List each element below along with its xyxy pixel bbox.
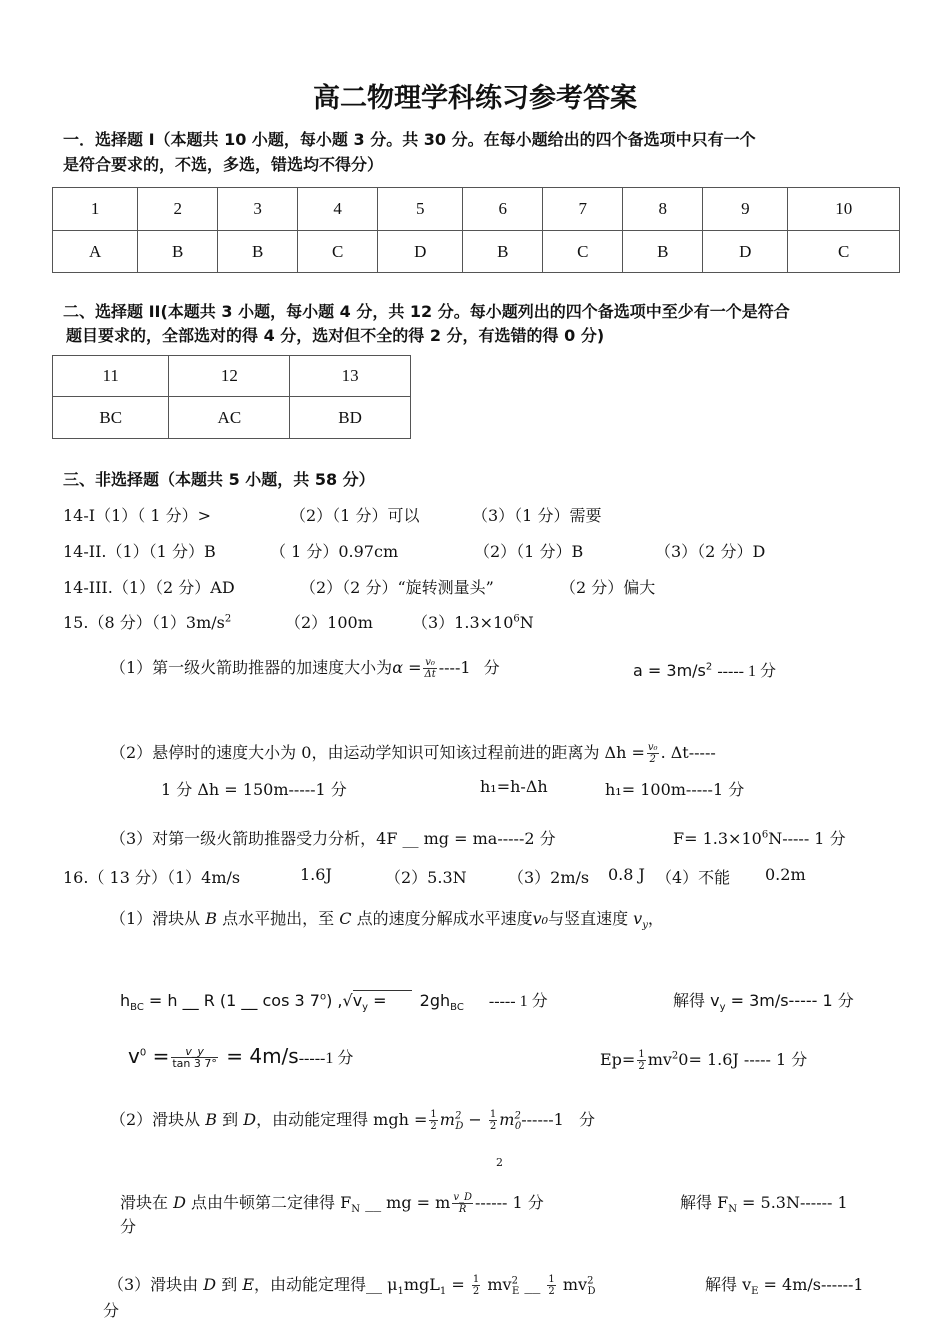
answer-cell: B bbox=[218, 231, 298, 273]
fraction: $\frac{1}{2}$ bbox=[489, 1109, 497, 1132]
fraction: $\frac{1}{2}$ bbox=[638, 1049, 645, 1072]
fraction: $\frac{1}{2}$ bbox=[472, 1274, 480, 1297]
q16-ve-result: 解得 $v_E = 4m/s------1$ bbox=[705, 1275, 864, 1298]
question-number-cell: 13 bbox=[290, 356, 411, 397]
q14-3-part2: （2）（2 分）“旋转测量头” bbox=[300, 578, 494, 597]
q16-step3: （3）滑块由 D 到 E，由动能定理得__ $\mu_1mgL_1$ = $\frac{1}{2}$ $mv^2_E$ __ $\frac{1}{2}$ $mv^2_D$ bbox=[108, 1274, 596, 1298]
answer-cell: A bbox=[53, 231, 138, 273]
page-title: 高二物理学科练习参考答案 bbox=[313, 83, 637, 114]
q14-1-part3: （3）（1 分）需要 bbox=[472, 506, 602, 525]
q14-1-part2: （2）（1 分）可以 bbox=[290, 506, 420, 525]
q14-2-part1: 14-II.（1）（1 分）B bbox=[63, 542, 216, 561]
answer-cell: D bbox=[703, 231, 788, 273]
q16-vy-result: 解得 $v_y = 3m/s-----$ 1 分 bbox=[673, 991, 854, 1014]
q15-step3: （3）对第一级火箭助推器受力分析，4F __ mg = ma-----2 分 bbox=[110, 829, 556, 848]
question-number-cell: 3 bbox=[218, 188, 298, 231]
q16-equation-v0: $v^0$ = $\frac{v\_y}{\tan 3 7^\circ}$ = 4m/s-----1 分 bbox=[128, 1044, 354, 1070]
question-number-cell: 8 bbox=[623, 188, 703, 231]
answer-cell: C bbox=[298, 231, 378, 273]
question-number-cell: 6 bbox=[463, 188, 543, 231]
q14-2-part4: （3）（2 分）D bbox=[655, 542, 766, 561]
q16-step1: （1）滑块从 B 点水平抛出，至 C 点的速度分解成水平速度v₀与竖直速度 $v_y$， bbox=[110, 909, 664, 932]
answer-cell: B bbox=[623, 231, 703, 273]
section1-heading-line2: 是符合要求的，不选，多选，错选均不得分） bbox=[63, 155, 384, 174]
q15-summary-part2: （2）100m bbox=[285, 613, 373, 632]
answer-cell: B bbox=[138, 231, 218, 273]
q16-fn-result-unit: 分 bbox=[120, 1217, 137, 1236]
q14-3-part3: （2 分）偏大 bbox=[560, 578, 656, 597]
answer-cell: D bbox=[378, 231, 463, 273]
q15-step2: （2）悬停时的速度大小为 0，由运动学知识可知该过程前进的距离为 Δh = $\frac{\text{v₀}}{2}$ . Δt----- bbox=[110, 742, 716, 765]
fraction: $\frac{1}{2}$ bbox=[430, 1109, 437, 1132]
q15-summary-part3: $(3)1.3\times 10^6N$ bbox=[412, 613, 534, 632]
answer-cell: C bbox=[543, 231, 623, 273]
table-row bbox=[53, 397, 411, 439]
q15-step1-result: $a = 3m/s^2$ ----- 1 分 bbox=[633, 661, 776, 680]
section3-heading: 三、非选择题（本题共 5 小题，共 58 分） bbox=[63, 470, 375, 489]
q14-3-part1: 14-III.（1）（2 分）AD bbox=[63, 578, 235, 597]
q16-equation-h-bc: $h_{BC} = h$ __ R (1 __ cos 3 7$^o$) $,√v_y = 2gh_{BC}$ ----- 1 分 bbox=[120, 991, 548, 1014]
question-number-cell: 2 bbox=[138, 188, 218, 231]
table-row bbox=[53, 231, 900, 273]
question-number-cell: 5 bbox=[378, 188, 463, 231]
question-number-cell: 11 bbox=[53, 356, 169, 397]
answer-cell: B bbox=[463, 231, 543, 273]
q15-step1: （1）第一级火箭助推器的加速度大小为α = $\frac{\text{v₀}}{\Delta t}$ ----1 分 bbox=[110, 657, 500, 680]
answer-cell: BC bbox=[53, 397, 169, 439]
q16-fn-result: 解得 $F_N = 5.3N------$ 1 bbox=[680, 1193, 848, 1216]
question-number-cell: 4 bbox=[298, 188, 378, 231]
q16-step2-newton: 滑块在 D 点由牛顿第二定律得 $F_N$ __ mg = m $\frac{v\_D}{R}$ ------ 1 分 bbox=[120, 1192, 544, 1216]
q16-summary-part6: （4）不能 bbox=[656, 868, 731, 887]
question-number-cell: 1 bbox=[53, 188, 138, 231]
table-row bbox=[53, 188, 900, 231]
q15-step2-h1-result: h₁= 100m-----1 分 bbox=[605, 780, 745, 799]
fraction: $\frac{\text{v₀}}{2}$ bbox=[647, 742, 658, 765]
section2-answer-table bbox=[52, 355, 411, 439]
q16-summary-part5: 0.8 J bbox=[608, 865, 645, 884]
section2-heading-line1: 二、选择题 II(本题共 3 小题，每小题 4 分，共 12 分。每小题列出的四个备选项中至少有一个是符合 bbox=[63, 302, 790, 321]
answer-cell: BD bbox=[290, 397, 411, 439]
answer-cell: C bbox=[788, 231, 900, 273]
section1-heading-line1: 一．选择题 I（本题共 10 小题，每小题 3 分。共 30 分。在每小题给出的四个备选项中只有一个 bbox=[63, 130, 756, 149]
question-number-cell: 9 bbox=[703, 188, 788, 231]
q16-summary-part3: （2）5.3N bbox=[385, 868, 467, 887]
q15-step2-h1-formula: h₁=h-Δh bbox=[480, 777, 548, 796]
q14-2-part2: （ 1 分）0.97cm bbox=[270, 542, 399, 561]
fraction: $\frac{\text{v₀}}{\Delta t}$ bbox=[424, 657, 436, 680]
q16-summary-part4: （3）2m/s bbox=[508, 868, 590, 887]
q16-ep-result: Ep= $\frac{1}{2}$ $mv^20= 1.6J$ ----- 1 分 bbox=[600, 1049, 808, 1072]
q16-ve-result-unit: 分 bbox=[103, 1301, 120, 1320]
question-number-cell: 7 bbox=[543, 188, 623, 231]
fraction: $\frac{1}{2}$ bbox=[548, 1274, 555, 1297]
q15-step3-result: $F= 1.3\times 10^6N-----$ 1 分 bbox=[673, 829, 846, 848]
answer-cell: AC bbox=[169, 397, 290, 439]
q15-summary-part1: 15.（8 分）$(1)3m/s^2$ bbox=[63, 613, 232, 632]
q16-summary-part2: 1.6J bbox=[300, 865, 332, 884]
section2-heading-line2: 题目要求的，全部选对的得 4 分，选对但不全的得 2 分，有选错的得 0 分) bbox=[66, 326, 605, 345]
q16-step2: （2）滑块从 B 到 D，由动能定理得 mgh = $\frac{1}{2}$ $m^2_D$ − $\frac{1}{2}$ $m^2_0------1$ 分 bbox=[110, 1109, 595, 1133]
fraction: $\frac{v\_y}{\tan 3 7^\circ}$ bbox=[172, 1045, 217, 1070]
q15-step2-result: 1 分 Δh = 150m-----1 分 bbox=[161, 780, 347, 799]
q14-1-part1: 14-I（1）（ 1 分）> bbox=[63, 506, 212, 525]
q16-summary-part1: 16.（ 13 分）（1）4m/s bbox=[63, 868, 241, 887]
question-number-cell: 10 bbox=[788, 188, 900, 231]
q16-summary-part7: 0.2m bbox=[765, 865, 806, 884]
exponent-note: 2 bbox=[496, 1156, 503, 1169]
fraction: $\frac{v\_D}{R}$ bbox=[453, 1192, 472, 1215]
section1-answer-table bbox=[52, 187, 900, 273]
question-number-cell: 12 bbox=[169, 356, 290, 397]
q14-2-part3: （2）（1 分）B bbox=[474, 542, 584, 561]
table-row bbox=[53, 356, 411, 397]
